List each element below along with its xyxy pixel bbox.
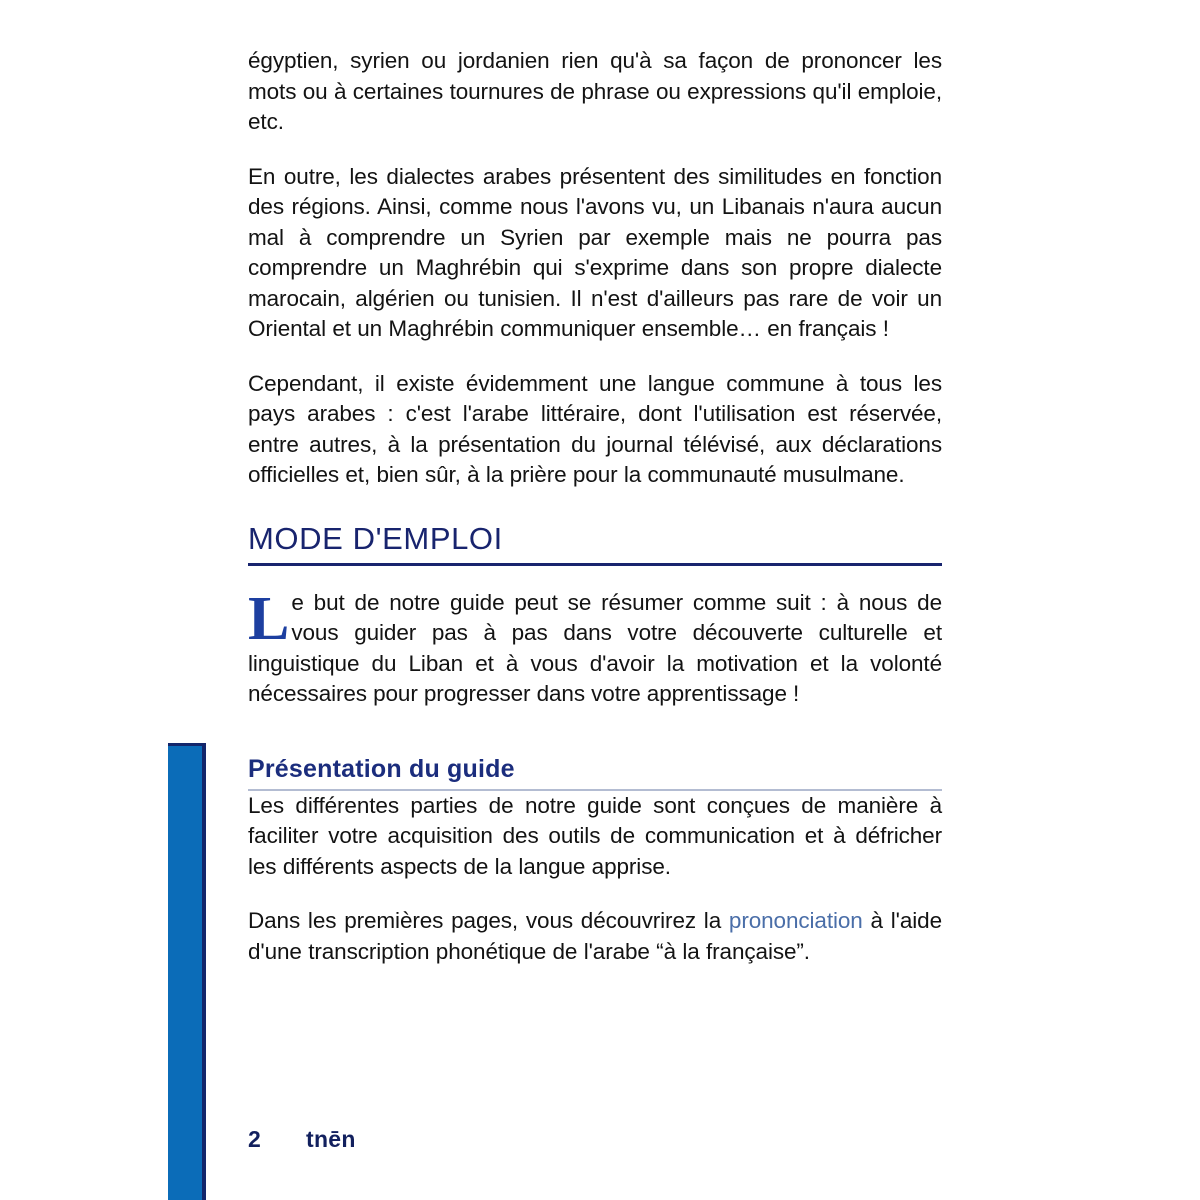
section-intro-paragraph: e but de notre guide peut se résumer comme suit : à nous de vous guider pas à pas dans votre découverte culturelle et linguistique du Liban et à vous d'avoir la motivation et la volonté nécessaires pour progresser dans votre apprentissage ! [248,589,942,706]
section-heading-rule [248,563,942,566]
text-column [248,46,942,967]
paragraph-dans-les-premieres-pages [248,906,942,967]
paragraph-egyptien: égyptien, syrien ou jordanien rien qu'à sa façon de prononcer les mots ou à certaines tournures de phrase ou expressions qu'il emploie, etc. [248,48,942,134]
paragraph-en-outre: En outre, les dialectes arabes présentent des similitudes en fonction des régions. Ainsi, comme nous l'avons vu, un Libanais n'aura aucun mal à comprendre un Syrien par exemple mais ne pourra pas comprendre un Maghrébin qui s'exprime dans son propre dialecte marocain, algérien ou tunisien. Il n'est d'ailleurs pas rare de voir un Oriental et un Maghrébin communiquer ensemble… en français ! [248,163,942,341]
page-number-word: tnēn [306,1126,356,1152]
page-footer [248,1126,356,1153]
subsection-heading-label: Présentation du guide [248,754,515,783]
section-heading-label: MODE D'EMPLOI [248,520,503,556]
paragraph-text-after-accent: à l'aide d'une transcription phonétique de l'arabe “à la française”. [248,908,942,964]
accent-word-prononciation: prononciation [728,908,863,933]
paragraph-text-before-accent: Dans les premières pages, vous découvrirez la [248,908,729,933]
subsection-heading-presentation-du-guide [248,754,942,791]
section-heading-mode-demploi [248,521,942,566]
paragraph-cependant: Cependant, il existe évidemment une langue commune à tous les pays arabes : c'est l'arabe littéraire, dont l'utilisation est réservée, entre autres, à la présentation du journal télévisé, aux déclarations officielles et, bien sûr, à la prière pour la communauté musulmane. [248,370,942,487]
drop-cap-letter: L [248,584,290,653]
dropcap-paragraph-block [248,584,942,710]
paragraph-les-differentes-parties: Les différentes parties de notre guide sont conçues de manière à faciliter votre acquisition des outils de communication et à défricher les différents aspects de la langue apprise. [248,792,942,879]
page-number: 2 [248,1126,261,1152]
left-blue-marker-bar [168,743,206,1200]
